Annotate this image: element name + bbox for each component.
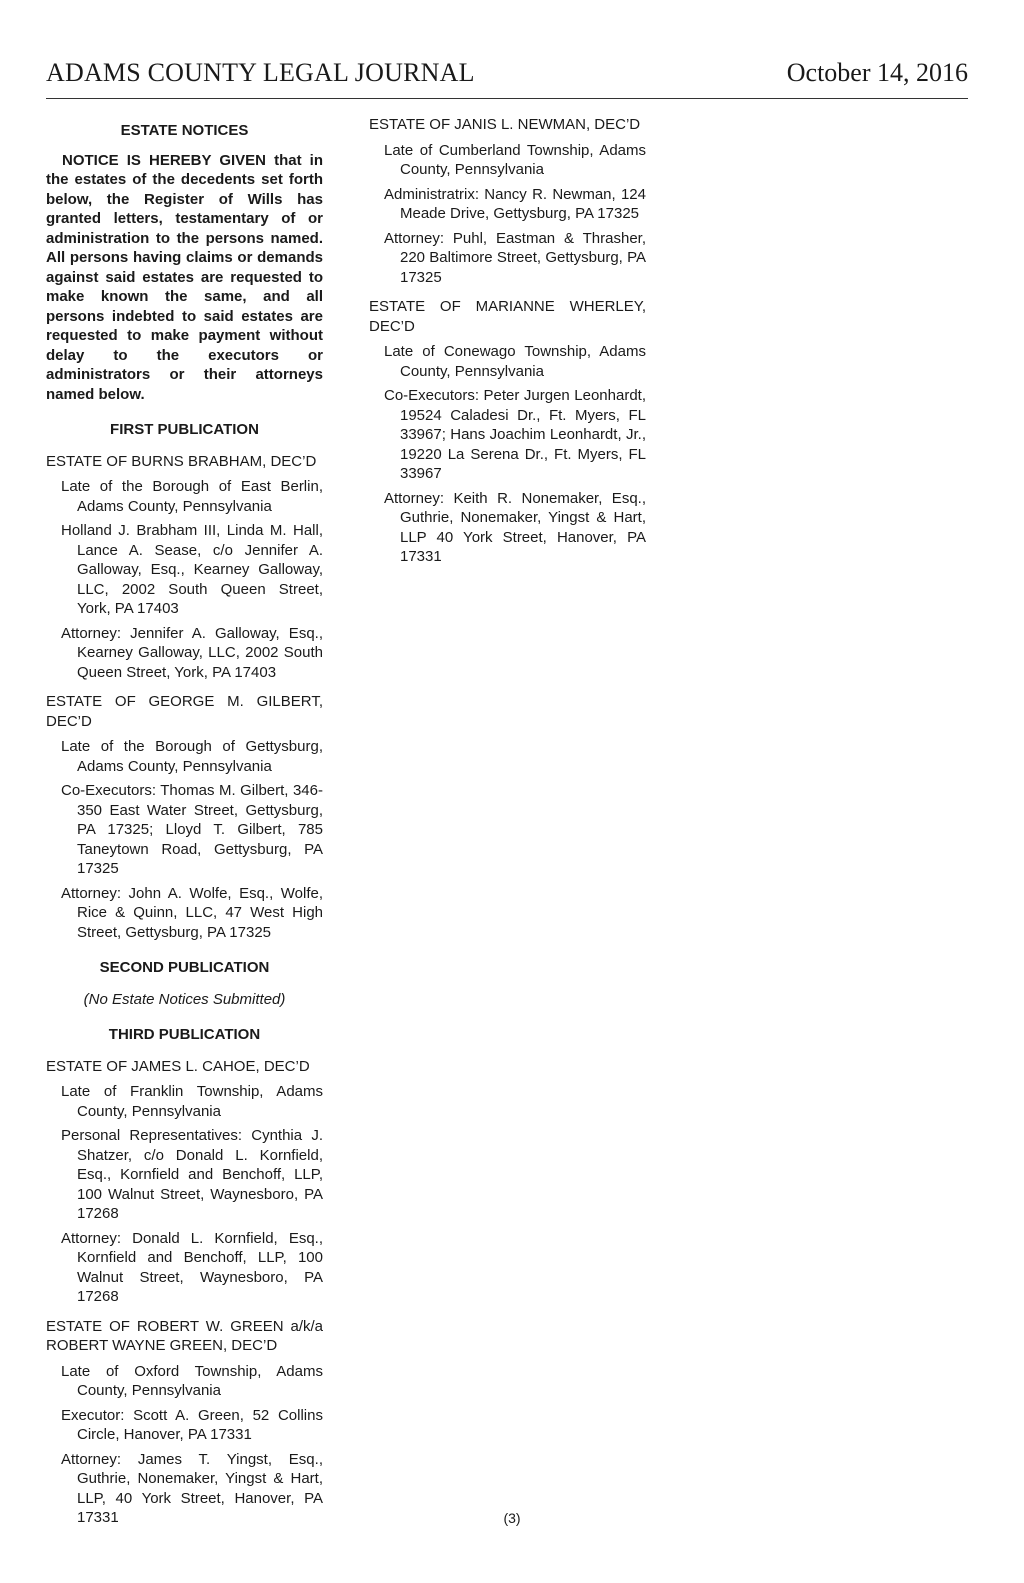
estate-title: ESTATE OF MARIANNE WHERLEY, DEC’D — [369, 298, 646, 335]
estate-entry — [46, 1057, 323, 1307]
page-header — [46, 50, 968, 99]
estate-residence: Late of the Borough of East Berlin, Adams County, Pennsylvania — [61, 478, 323, 515]
estate-executors: Co-Executors: Thomas M. Gilbert, 346-350 East Water Street, Gettysburg, PA 17325; Lloyd T. Gilbert, 785 Taneytown Road, Gettysburg, PA 17325 — [61, 782, 323, 877]
estate-administratrix: Administratrix: Nancy R. Newman, 124 Meade Drive, Gettysburg, PA 17325 — [384, 185, 646, 222]
estate-executors: Executor: Scott A. Green, 52 Collins Circle, Hanover, PA 17331 — [61, 1406, 323, 1443]
estate-entry — [369, 115, 646, 287]
left-column — [46, 115, 323, 1538]
estate-title: ESTATE OF JAMES L. CAHOE, DEC’D — [46, 1057, 310, 1075]
third-publication-heading: THIRD PUBLICATION — [108, 1026, 261, 1043]
estate-attorney: Attorney: James T. Yingst, Esq., Guthrie, Nonemaker, Yingst & Hart, LLP, 40 York Street, Hanover, PA 17331 — [61, 1450, 323, 1526]
right-column — [369, 115, 646, 577]
estate-notices-heading: ESTATE NOTICES — [120, 122, 249, 139]
estate-attorney: Attorney: Donald L. Kornfield, Esq., Kornfield and Benchoff, LLP, 100 Walnut Street, Waynesboro, PA 17268 — [61, 1229, 323, 1305]
notice-intro-paragraph: NOTICE IS HEREBY GIVEN that in the estates of the decedents set forth below, the Register of Wills has granted letters, testamentary of or administration to the persons named. All persons having claims or demands against said estates are requested to make known the same, and all persons indebted to said estates are requested to make payment without delay to the executors or administrators or their attorneys named below. — [46, 151, 323, 403]
estate-residence: Late of the Borough of Gettysburg, Adams County, Pennsylvania — [61, 738, 323, 775]
page-number: (3) — [503, 1510, 521, 1526]
issue-date: October 14, 2016 — [786, 58, 968, 87]
estate-residence: Late of Oxford Township, Adams County, Pennsylvania — [61, 1362, 323, 1399]
estate-executors: Holland J. Brabham III, Linda M. Hall, Lance A. Sease, c/o Jennifer A. Galloway, Esq., Kearney Galloway, LLC, 2002 South Queen Street, York, PA 17403 — [61, 522, 323, 617]
estate-residence: Late of Conewago Township, Adams County, Pennsylvania — [384, 343, 646, 380]
estate-residence: Late of Cumberland Township, Adams County, Pennsylvania — [384, 141, 646, 178]
estate-entry — [46, 1317, 323, 1528]
estate-attorney: Attorney: Jennifer A. Galloway, Esq., Kearney Galloway, LLC, 2002 South Queen Street, York, PA 17403 — [61, 624, 323, 681]
estate-residence: Late of Franklin Township, Adams County, Pennsylvania — [61, 1083, 323, 1120]
journal-title: ADAMS COUNTY LEGAL JOURNAL — [46, 58, 475, 87]
estate-executors: Personal Representatives: Cynthia J. Shatzer, c/o Donald L. Kornfield, Esq., Kornfield and Benchoff, LLP, 100 Walnut Street, Waynesboro, PA 17268 — [61, 1127, 323, 1222]
estate-title: ESTATE OF BURNS BRABHAM, DEC’D — [46, 452, 317, 470]
estate-entry — [369, 297, 646, 567]
estate-title: ESTATE OF GEORGE M. GILBERT, DEC’D — [46, 693, 323, 730]
estate-title: ESTATE OF ROBERT W. GREEN a/k/a ROBERT WAYNE GREEN, DEC’D — [46, 1317, 323, 1354]
no-notices-note: (No Estate Notices Submitted) — [83, 990, 286, 1008]
estate-attorney: Attorney: Keith R. Nonemaker, Esq., Guthrie, Nonemaker, Yingst & Hart, LLP 40 York Street, Hanover, PA 17331 — [384, 489, 646, 565]
estate-entry — [46, 452, 323, 683]
estate-attorney: Attorney: John A. Wolfe, Esq., Wolfe, Rice & Quinn, LLC, 47 West High Street, Gettysburg, PA 17325 — [61, 884, 323, 941]
second-publication-heading: SECOND PUBLICATION — [99, 959, 270, 976]
estate-title: ESTATE OF JANIS L. NEWMAN, DEC’D — [369, 116, 641, 133]
first-publication-heading: FIRST PUBLICATION — [110, 421, 259, 438]
estate-attorney: Attorney: Puhl, Eastman & Thrasher, 220 Baltimore Street, Gettysburg, PA 17325 — [384, 229, 646, 286]
estate-entry — [46, 692, 323, 942]
estate-executors: Co-Executors: Peter Jurgen Leonhardt, 19524 Caladesi Dr., Ft. Myers, FL 33967; Hans Joachim Leonhardt, Jr., 19220 La Serena Dr., Ft. Myers, FL 33967 — [384, 387, 646, 482]
